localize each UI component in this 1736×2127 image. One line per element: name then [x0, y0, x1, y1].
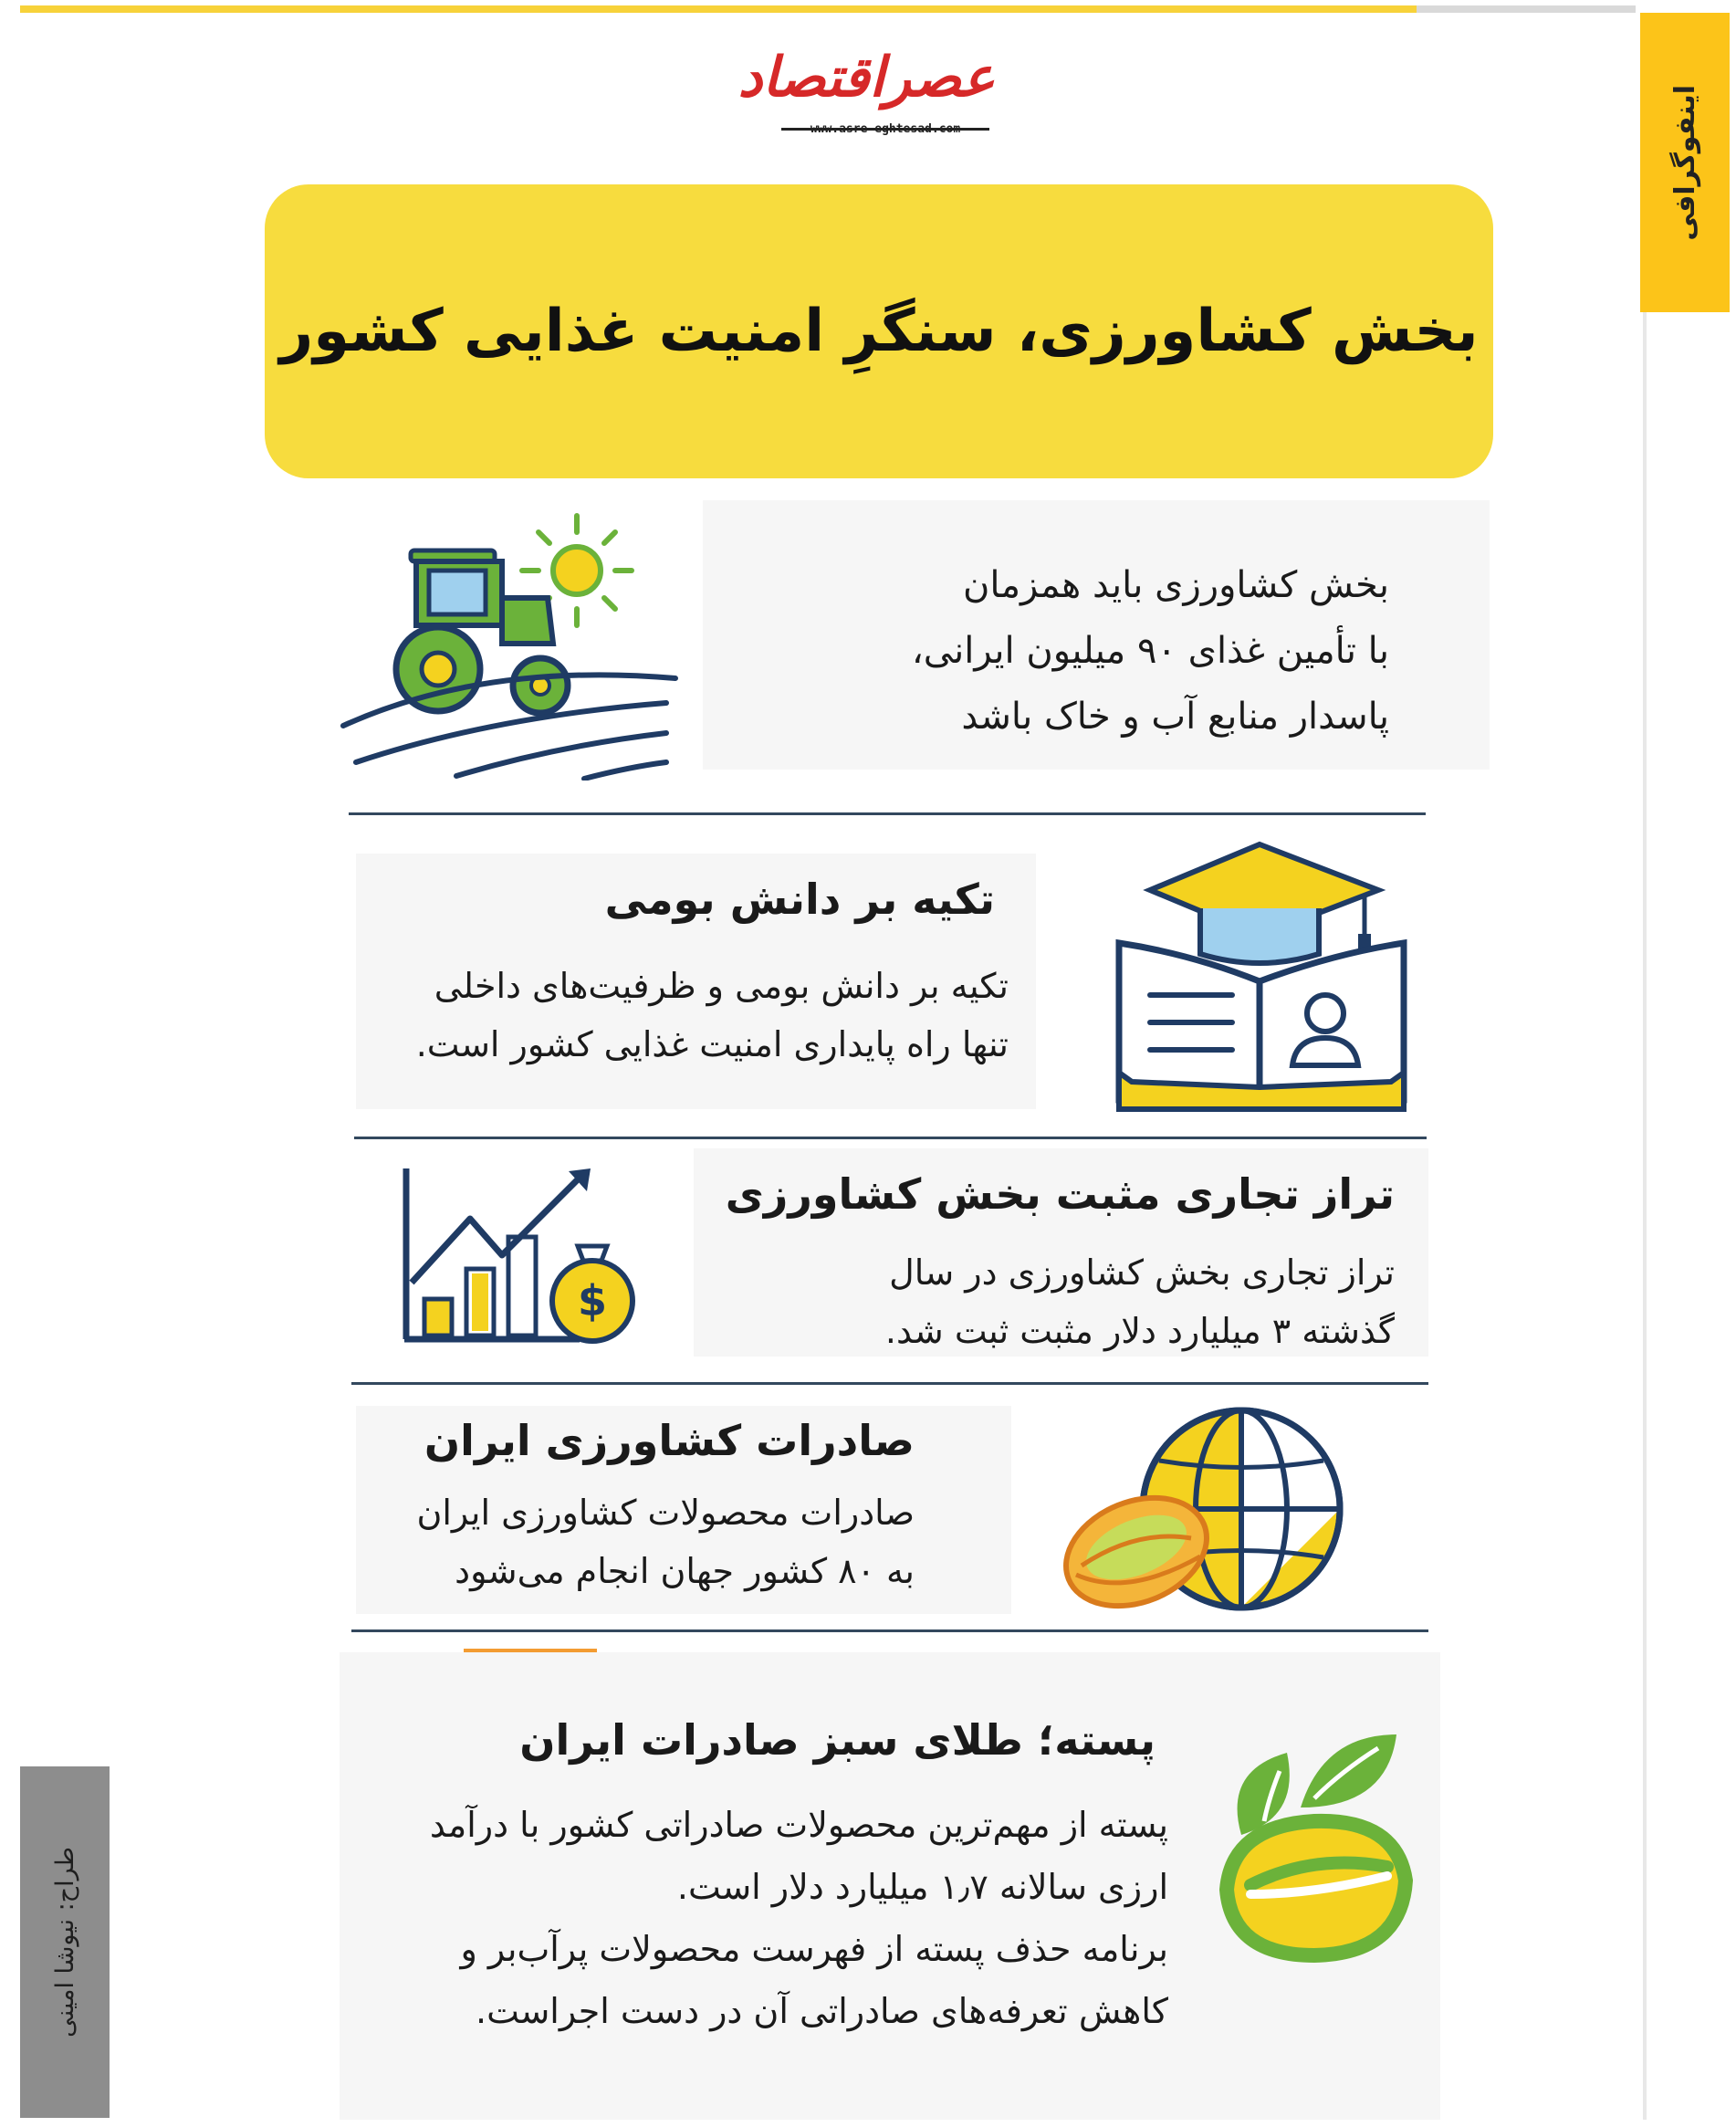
- intro-text: [703, 552, 1389, 749]
- knowledge-heading: تکیه بر دانش بومی: [604, 875, 995, 924]
- knowledge-line: تنها راه پایداری امنیت غذایی کشور است.: [415, 1024, 1009, 1064]
- top-border-line-gray: [1417, 5, 1636, 13]
- section-divider: [351, 1382, 1428, 1385]
- intro-line: بخش کشاورزی باید همزمان: [963, 564, 1389, 606]
- exports-line: صادرات محصولات کشاورزی ایران: [416, 1493, 915, 1533]
- growth-chart-money-icon: [397, 1164, 653, 1346]
- globe-pistachio-icon: [1054, 1401, 1346, 1620]
- trade-line: تراز تجاری بخش کشاورزی در سال: [889, 1252, 1395, 1293]
- tractor-icon: [338, 507, 685, 781]
- graduation-book-icon: [1114, 826, 1415, 1118]
- logo-name: عصراقتصاد: [737, 46, 995, 110]
- top-border-line: [20, 5, 1417, 13]
- section-divider: [349, 812, 1426, 815]
- exports-heading: صادرات کشاورزی ایران: [424, 1416, 915, 1465]
- intro-line: با تأمین غذای ۹۰ میلیون ایرانی،: [911, 630, 1389, 672]
- pistachio-line: ارزی سالانه ۱٫۷ میلیارد دلار است.: [676, 1867, 1168, 1907]
- right-rule: [1643, 312, 1647, 2120]
- side-tab-label: اینفوگرافی: [1668, 84, 1701, 241]
- pistachio-line: برنامه حذف پسته از فهرست محصولات پرآب‌بر و: [460, 1929, 1168, 1969]
- knowledge-line: تکیه بر دانش بومی و ظرفیت‌های داخلی: [434, 966, 1009, 1006]
- logo-url: www.asre-eghtesad.com: [810, 122, 961, 136]
- pistachio-heading: پسته؛ طلای سبز صادرات ایران: [519, 1715, 1156, 1765]
- exports-text: [356, 1483, 915, 1600]
- trade-text: [694, 1243, 1395, 1360]
- pistachio-text: [340, 1794, 1168, 2042]
- pistachio-line: کاهش تعرفه‌های صادراتی آن در دست اجراست.: [476, 1991, 1168, 2031]
- pistachio-line: پسته از مهم‌ترین محصولات صادراتی کشور با درآمد: [429, 1805, 1168, 1845]
- knowledge-text: [356, 957, 1009, 1074]
- side-tab-label-wrap: [1640, 13, 1730, 312]
- page-title: بخش کشاورزی، سنگرِ امنیت غذایی کشور: [279, 298, 1479, 365]
- exports-line: به ۸۰ کشور جهان انجام می‌شود: [455, 1551, 915, 1591]
- title-banner: [265, 184, 1493, 478]
- trade-heading: تراز تجاری مثبت بخش کشاورزی: [725, 1169, 1395, 1219]
- designer-credit: طراح: نیوشا امینی: [50, 1847, 79, 2038]
- designer-tab: [20, 1766, 110, 2118]
- trade-line: گذشته ۳ میلیارد دلار مثبت ثبت شد.: [884, 1311, 1395, 1351]
- section-divider: [354, 1137, 1427, 1139]
- pistachio-icon: [1214, 1716, 1415, 1963]
- section-divider: [351, 1629, 1428, 1632]
- intro-line: پاسدار منابع آب و خاک باشد: [961, 696, 1389, 738]
- svg-text:$: $: [577, 1276, 608, 1325]
